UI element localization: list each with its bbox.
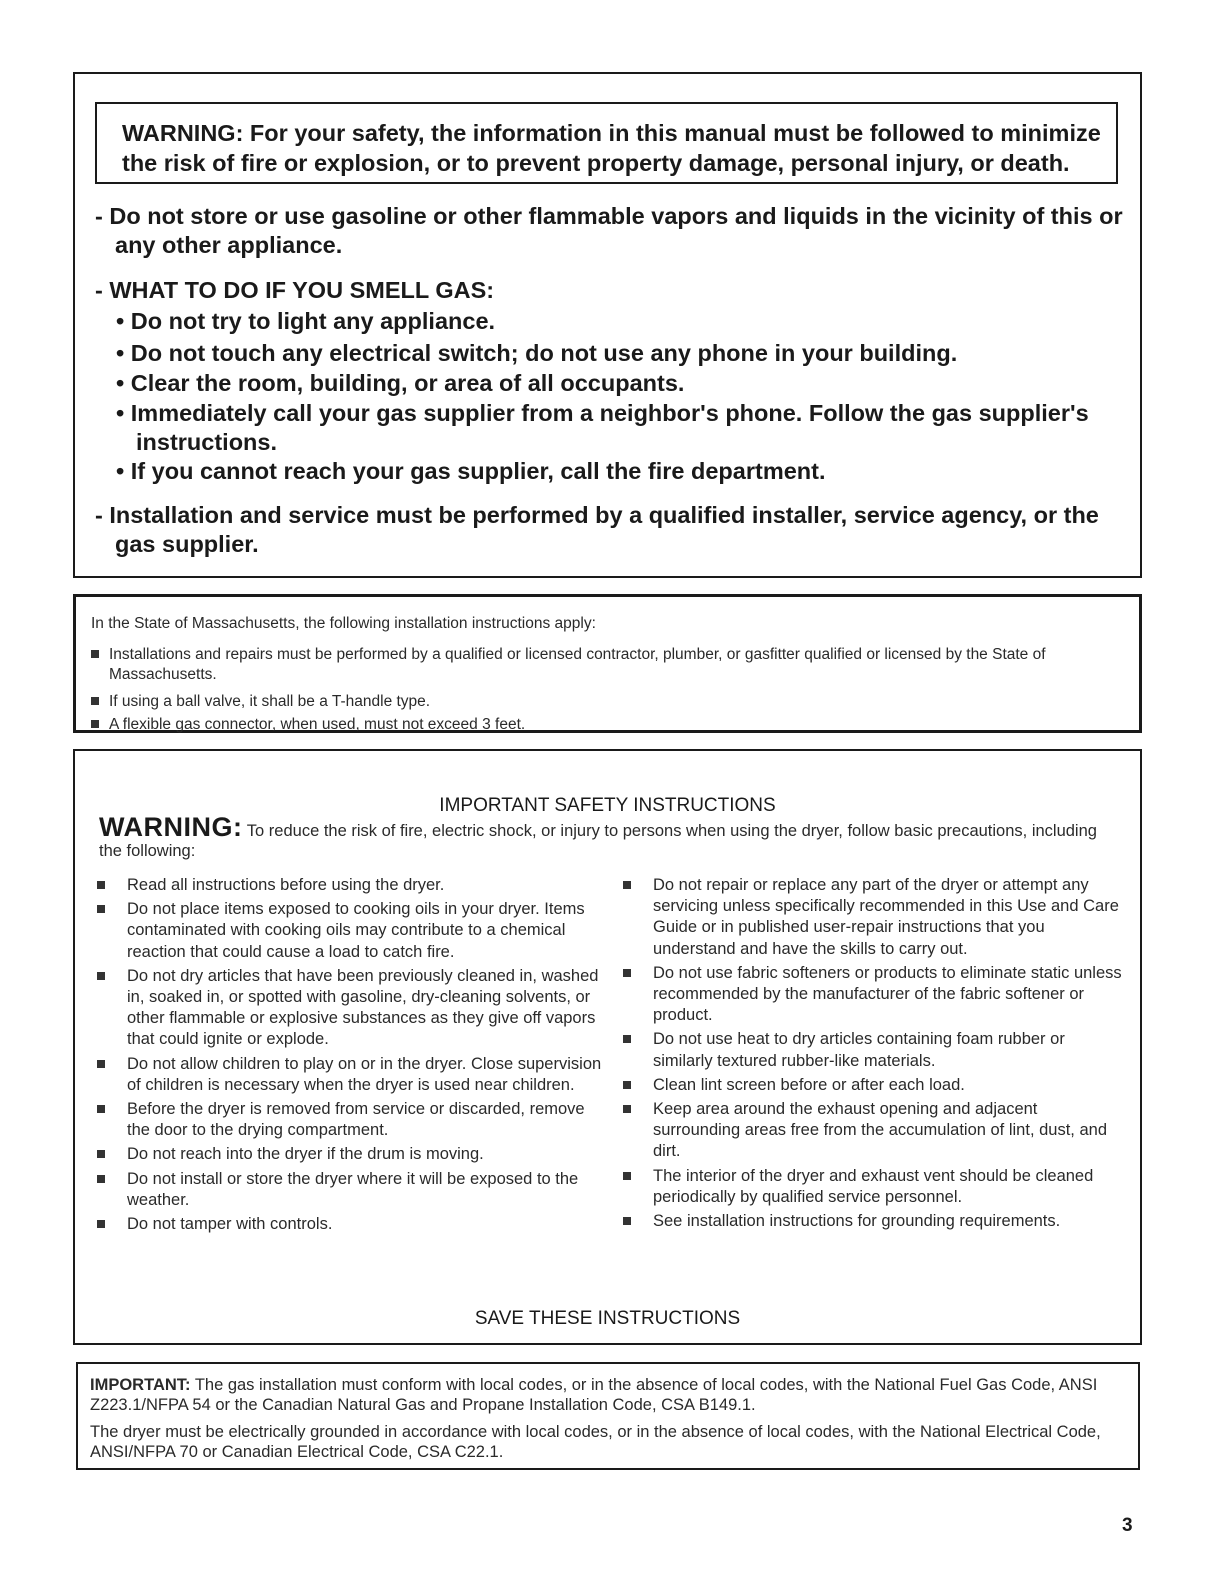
safety-item: Do not repair or replace any part of the dryer or attempt any servicing unless specifically recommended in this Use and Care Guide or in published user-repair instructions that you understand and have the skills to carry out. (623, 875, 1123, 960)
safety-item: Do not allow children to play on or in the dryer. Close supervision of children is necessary when the dryer is used near children. (97, 1054, 602, 1096)
smell-gas-step: • Do not touch any electrical switch; do not use any phone in your building. (116, 340, 958, 366)
safety-item: Clean lint screen before or after each load. (623, 1075, 1123, 1096)
safety-instructions-box (73, 749, 1142, 1345)
square-bullet-icon (97, 881, 105, 889)
save-instructions-footer: SAVE THESE INSTRUCTIONS (474, 1308, 741, 1329)
gas-warning-box (73, 72, 1142, 578)
safety-warning (99, 812, 1119, 861)
safety-item: Do not use heat to dry articles containing foam rubber or similarly textured rubber-like materials. (623, 1029, 1123, 1071)
square-bullet-icon (623, 1081, 631, 1089)
safety-left-column (97, 875, 602, 1238)
square-bullet-icon (97, 905, 105, 913)
square-bullet-icon (97, 1105, 105, 1113)
smell-gas-step: • If you cannot reach your gas supplier, call the fire department. (116, 458, 826, 484)
square-bullet-icon (91, 650, 99, 658)
safety-warning-label: WARNING: (99, 812, 243, 842)
safety-warning-text: To reduce the risk of fire, electric shock, or injury to persons when using the dryer, follow basic precautions, including the following: (99, 822, 1097, 860)
square-bullet-icon (91, 720, 99, 728)
installation-warning: - Installation and service must be performed by a qualified installer, service agency, or the gas supplier. (95, 502, 1099, 557)
smell-gas-heading: - WHAT TO DO IF YOU SMELL GAS: (95, 277, 495, 303)
safety-item: The interior of the dryer and exhaust vent should be cleaned periodically by qualified service personnel. (623, 1166, 1123, 1208)
safety-title: IMPORTANT SAFETY INSTRUCTIONS (439, 795, 776, 816)
electric-code-paragraph: The dryer must be electrically grounded in accordance with local codes, or in the absence of local codes, with the National Electrical Code, ANSI/NFPA 70 or Canadian Electrical Code, CSA C22.1. (90, 1423, 1101, 1461)
safety-item: Before the dryer is removed from service or discarded, remove the door to the drying compartment. (97, 1099, 602, 1141)
safety-item: Do not reach into the dryer if the drum is moving. (97, 1144, 602, 1165)
square-bullet-icon (623, 881, 631, 889)
safety-item: Do not use fabric softeners or products to eliminate static unless recommended by the manufacturer of the fabric softener or product. (623, 963, 1123, 1027)
smell-gas-step: • Clear the room, building, or area of all occupants. (116, 370, 685, 396)
safety-item: See installation instructions for grounding requirements. (623, 1211, 1123, 1232)
square-bullet-icon (623, 1035, 631, 1043)
massachusetts-box (73, 594, 1142, 733)
square-bullet-icon (97, 1150, 105, 1158)
square-bullet-icon (97, 1220, 105, 1228)
safety-item: Keep area around the exhaust opening and adjacent surrounding areas free from the accumulation of lint, dust, and dirt. (623, 1099, 1123, 1163)
safety-warning-banner: WARNING: For your safety, the information in this manual must be followed to minimize the risk of fire or explosion, or to prevent property damage, personal injury, or death. (95, 102, 1118, 184)
safety-item: Do not place items exposed to cooking oils in your dryer. Items contaminated with cooking oils may contribute to a chemical reaction that could cause a load to catch fire. (97, 899, 602, 963)
installation-codes-box (76, 1362, 1140, 1470)
safety-item: Read all instructions before using the dryer. (97, 875, 602, 896)
square-bullet-icon (623, 969, 631, 977)
square-bullet-icon (623, 1217, 631, 1225)
massachusetts-item: If using a ball valve, it shall be a T-handle type. (91, 692, 1134, 712)
square-bullet-icon (97, 1175, 105, 1183)
smell-gas-step: • Immediately call your gas supplier from a neighbor's phone. Follow the gas supplier's instructions. (116, 400, 1089, 455)
square-bullet-icon (623, 1172, 631, 1180)
square-bullet-icon (91, 697, 99, 705)
square-bullet-icon (97, 1060, 105, 1068)
important-label: IMPORTANT: (90, 1376, 191, 1394)
square-bullet-icon (623, 1105, 631, 1113)
page-number: 3 (1122, 1515, 1133, 1536)
massachusetts-item: Installations and repairs must be performed by a qualified or licensed contractor, plumber, or gasfitter qualified or licensed by the State of Massachusetts. (91, 645, 1134, 685)
safety-item: Do not dry articles that have been previously cleaned in, washed in, soaked in, or spotted with gasoline, dry-cleaning solvents, or other flammable or explosive substances as they give off vapors that could ignite or explode. (97, 966, 602, 1051)
square-bullet-icon (97, 972, 105, 980)
safety-right-column (623, 875, 1123, 1235)
massachusetts-intro: In the State of Massachusetts, the following installation instructions apply: (91, 615, 596, 632)
safety-item: Do not tamper with controls. (97, 1214, 602, 1235)
no-gasoline-warning: - Do not store or use gasoline or other flammable vapors and liquids in the vicinity of this or any other appliance. (95, 203, 1123, 258)
gas-code-paragraph: IMPORTANT: The gas installation must conform with local codes, or in the absence of local codes, with the National Fuel Gas Code, ANSI Z223.1/NFPA 54 or the Canadian Natural Gas and Propane Installation Code, CSA B149.1. (90, 1376, 1098, 1414)
safety-item: Do not install or store the dryer where it will be exposed to the weather. (97, 1169, 602, 1211)
smell-gas-step: • Do not try to light any appliance. (116, 308, 496, 334)
massachusetts-item: A flexible gas connector, when used, must not exceed 3 feet. (91, 715, 1134, 735)
